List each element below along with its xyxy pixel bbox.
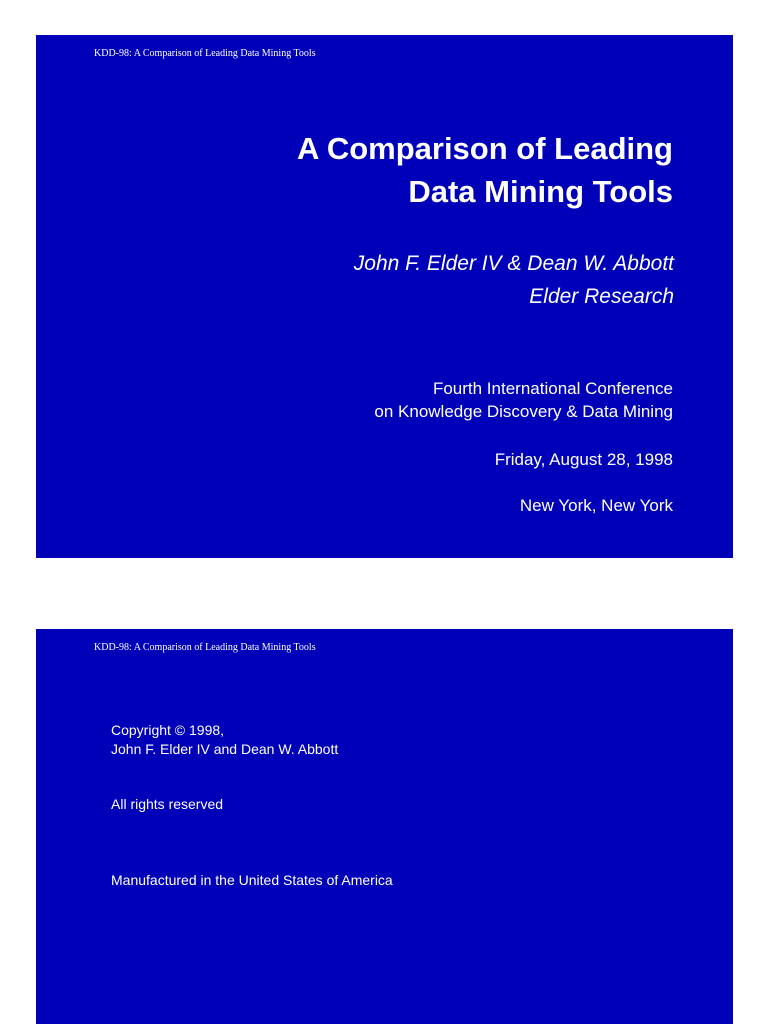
organization: Elder Research: [529, 285, 674, 308]
copyright-notice: [111, 721, 338, 759]
title-line-1: A Comparison of Leading: [296, 131, 673, 166]
slide-header: KDD-98: A Comparison of Leading Data Mining Tools: [94, 48, 316, 59]
manufactured-notice: Manufactured in the United States of America: [111, 872, 393, 888]
conference-line-2: on Knowledge Discovery & Data Mining: [374, 402, 673, 421]
title-slide: [36, 35, 733, 558]
conference-location: New York, New York: [519, 496, 673, 515]
conference-line-1: Fourth International Conference: [432, 379, 673, 398]
rights-reserved: All rights reserved: [111, 796, 224, 812]
conference-date: Friday, August 28, 1998: [494, 450, 673, 469]
author-block: [354, 247, 674, 313]
authors: John F. Elder IV & Dean W. Abbott: [353, 252, 674, 275]
conference-name: [374, 377, 673, 423]
copyright-line-2: John F. Elder IV and Dean W. Abbott: [111, 741, 339, 757]
presentation-title: [297, 127, 673, 213]
title-line-2: Data Mining Tools: [408, 174, 673, 209]
copyright-line-1: Copyright © 1998,: [111, 722, 225, 738]
copyright-slide: [36, 629, 733, 1024]
slide-header: KDD-98: A Comparison of Leading Data Mining Tools: [94, 642, 316, 653]
